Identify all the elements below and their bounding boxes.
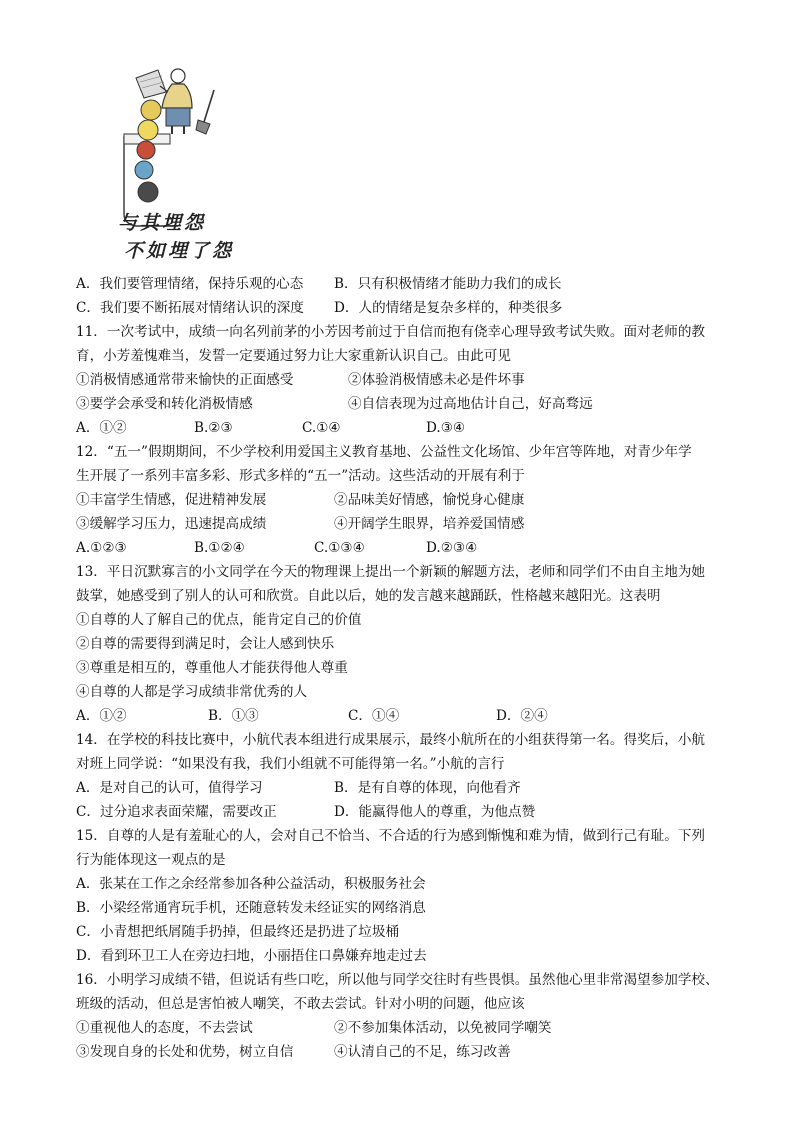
q11-choice-d[interactable]: D.③④ [426,420,466,436]
q12-choice-a[interactable]: A.①②③ [76,540,127,556]
q16-stem-line1: 16．小明学习成绩不错，但说话有些口吃，所以他与同学交往时有些畏惧。虽然他心里非常渴望参加学校、 [76,972,719,988]
q13-statement-1: ①自尊的人了解自己的优点，能肯定自己的价值 [76,612,362,628]
q13-statement-3: ③尊重是相互的，尊重他人才能获得他人尊重 [76,660,348,676]
q11-statement-1: ①消极情感通常带来愉快的正面感受 [76,372,294,388]
q13-statement-2: ②自尊的需要得到满足时，会让人感到快乐 [76,636,335,652]
q12-statement-3: ③缓解学习压力，迅速提高成绩 [76,516,267,532]
q13-stem-line1: 13．平日沉默寡言的小文同学在今天的物理课上提出一个新颖的解题方法，老师和同学们不由自主地为她 [76,564,706,580]
q15-option-c[interactable]: C．小青想把纸屑随手扔掉，但最终还是扔进了垃圾桶 [76,924,400,940]
q11-statement-2: ②体验消极情感未必是件坏事 [348,372,525,388]
q13-stem-line2: 鼓掌，她感受到了别人的认可和欣赏。自此以后，她的发言越来越踊跃，性格越来越阳光。这表明 [76,588,661,604]
q12-statement-4: ④开阔学生眼界，培养爱国情感 [334,516,525,532]
q15-option-a[interactable]: A．张某在工作之余经常参加各种公益活动，积极服务社会 [76,876,426,892]
q13-choice-c[interactable]: C．①④ [348,708,400,724]
q13-statement-4: ④自尊的人都是学习成绩非常优秀的人 [76,684,308,700]
q13-choice-a[interactable]: A．①② [76,708,127,724]
q16-statement-1: ①重视他人的态度，不去尝试 [76,1020,253,1036]
q12-stem-line2: 生开展了一系列丰富多彩、形式多样的“五一”活动。这些活动的开展有利于 [76,468,525,484]
q16-statement-4: ④认清自己的不足，练习改善 [334,1044,511,1060]
q10-option-d[interactable]: D．人的情绪是复杂多样的，种类很多 [334,300,563,316]
q13-choice-d[interactable]: D．②④ [496,708,548,724]
q11-choice-a[interactable]: A．①② [76,420,127,436]
q11-choice-c[interactable]: C.①④ [302,420,341,436]
q11-statement-4: ④自信表现为过高地估计自己，好高骛远 [348,396,593,412]
q11-statement-3: ③要学会承受和转化消极情感 [76,396,253,412]
q15-stem-line2: 行为能体现这一观点的是 [76,852,226,868]
q10-option-c[interactable]: C．我们要不断拓展对情绪认识的深度 [76,300,304,316]
q11-choice-b[interactable]: B.②③ [194,420,233,436]
q16-statement-2: ②不参加集体活动，以免被同学嘲笑 [334,1020,552,1036]
q11-stem-line2: 育，小芳羞愧难当，发誓一定要通过努力让大家重新认识自己。由此可见 [76,348,511,364]
q15-option-b[interactable]: B．小梁经常通宵玩手机，还随意转发未经证实的网络消息 [76,900,426,916]
illustration-caption-line2: 不如埋了怨 [124,240,235,262]
q14-stem-line1: 14．在学校的科技比赛中，小航代表本组进行成果展示，最终小航所在的小组获得第一名。得奖后，小航 [76,732,706,748]
q12-statement-2: ②品味美好情感，愉悦身心健康 [334,492,525,508]
q12-choice-c[interactable]: C.①③④ [314,540,365,556]
q13-choice-b[interactable]: B．①③ [208,708,259,724]
q12-choice-d[interactable]: D.②③④ [426,540,478,556]
q14-stem-line2: 对班上同学说：“如果没有我，我们小组就不可能得第一名。”小航的言行 [76,756,505,772]
q14-option-c[interactable]: C．过分追求表面荣耀，需要改正 [76,804,277,820]
q15-option-d[interactable]: D．看到环卫工人在旁边扫地，小丽捂住口鼻嫌弃地走过去 [76,948,427,964]
q16-statement-3: ③发现自身的长处和优势，树立自信 [76,1044,294,1060]
q14-option-a[interactable]: A．是对自己的认可，值得学习 [76,780,263,796]
q15-stem-line1: 15．自尊的人是有羞耻心的人，会对自己不恰当、不合适的行为感到惭愧和难为情，做到行己有耻。下列 [76,828,706,844]
q14-option-d[interactable]: D．能赢得他人的尊重，为他点赞 [334,804,536,820]
q14-option-b[interactable]: B．是有自尊的体现，向他看齐 [334,780,521,796]
q12-choice-b[interactable]: B.①②④ [194,540,245,556]
illustration-caption-line1: 与其埋怨 [118,212,207,234]
q12-statement-1: ①丰富学生情感，促进精神发展 [76,492,267,508]
q10-option-a[interactable]: A．我们要管理情绪，保持乐观的心态 [76,276,304,292]
q16-stem-line2: 班级的活动，但总是害怕被人嘲笑，不敢去尝试。针对小明的问题，他应该 [76,996,525,1012]
q10-option-b[interactable]: B．只有积极情绪才能助力我们的成长 [334,276,562,292]
q11-stem-line1: 11．一次考试中，成绩一向名列前茅的小芳因考前过于自信而抱有侥幸心理导致考试失败。面对老师的教 [76,324,706,340]
q12-stem-line1: 12．“五一”假期期间，不少学校利用爱国主义教育基地、公益性文化场馆、少年宫等阵地，对青少年学 [76,444,692,460]
